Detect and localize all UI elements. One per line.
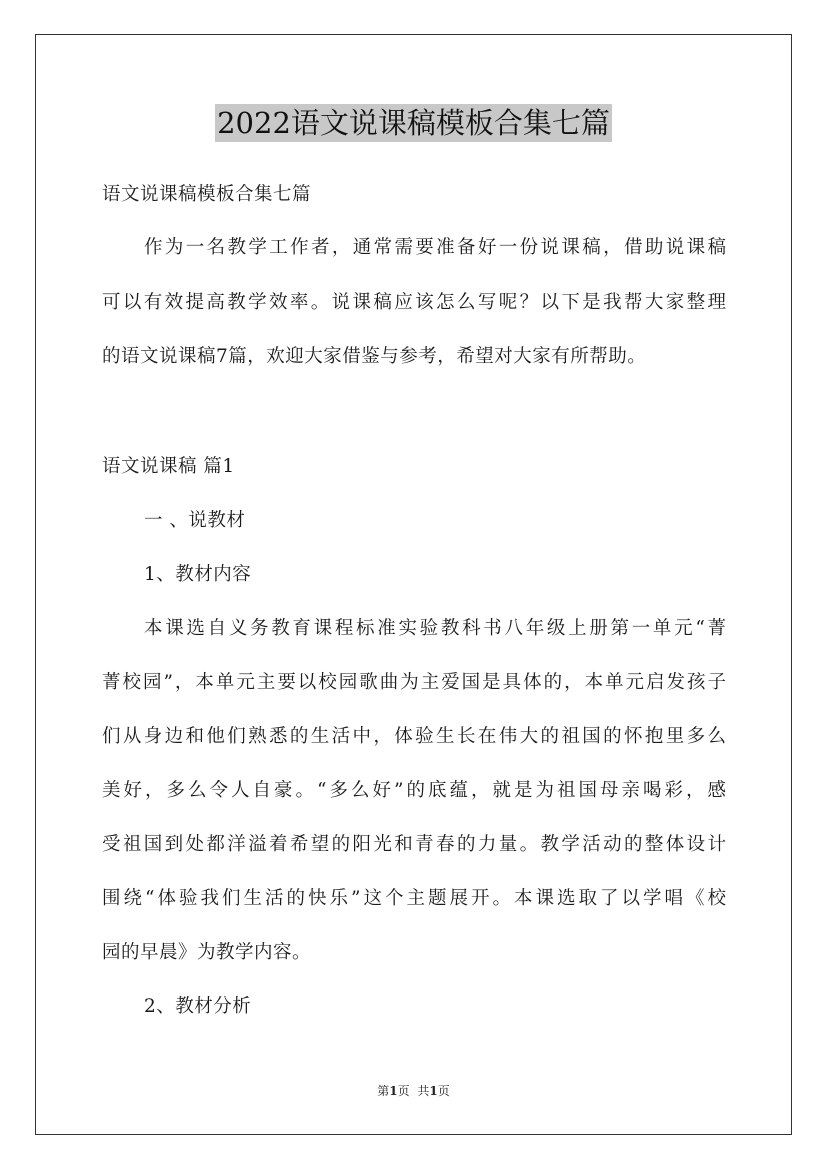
part-heading: 一 、说教材 — [144, 510, 246, 531]
intro-line-3: 的语文说课稿7篇，欢迎大家借鉴与参考，希望对大家有所帮助。 — [102, 346, 647, 367]
item1-heading: 1、教材内容 — [144, 564, 252, 585]
footer-page-number: 1 — [389, 1084, 398, 1098]
document-title: 2022语文说课稿模板合集七篇 — [217, 106, 610, 140]
body-line-3: 们从身边和他们熟悉的生活中，体验生长在伟大的祖国的怀抱里多么 — [102, 726, 726, 747]
footer-total-prefix: 共 — [417, 1084, 430, 1098]
footer-page-prefix: 第 — [377, 1084, 390, 1098]
body-line-1: 本课选自义务教育课程标准实验教科书八年级上册第一单元“菁 — [144, 618, 726, 639]
item2-heading: 2、教材分析 — [144, 996, 252, 1017]
body-line-4: 美好，多么令人自豪。“多么好”的底蕴，就是为祖国母亲喝彩，感 — [102, 780, 726, 801]
footer-page-suffix: 页 — [397, 1084, 410, 1098]
intro-line-1: 作为一名教学工作者，通常需要准备好一份说课稿，借助说课稿 — [144, 237, 726, 258]
body-line-7: 园的早晨》为教学内容。 — [102, 942, 312, 963]
page-footer — [0, 1083, 827, 1099]
document-subtitle: 语文说课稿模板合集七篇 — [102, 184, 312, 205]
intro-line-2: 可以有效提高教学效率。说课稿应该怎么写呢？以下是我帮大家整理 — [102, 292, 726, 313]
body-line-6: 围绕“体验我们生活的快乐”这个主题展开。本课选取了以学唱《校 — [102, 888, 726, 909]
footer-total-suffix: 页 — [437, 1084, 450, 1098]
title-container — [0, 104, 827, 142]
body-line-2: 菁校园”，本单元主要以校园歌曲为主爱国是具体的，本单元启发孩子 — [102, 672, 726, 693]
footer-total-number: 1 — [429, 1084, 438, 1098]
section-heading: 语文说课稿 篇1 — [102, 456, 235, 477]
body-line-5: 受祖国到处都洋溢着希望的阳光和青春的力量。教学活动的整体设计 — [102, 834, 726, 855]
